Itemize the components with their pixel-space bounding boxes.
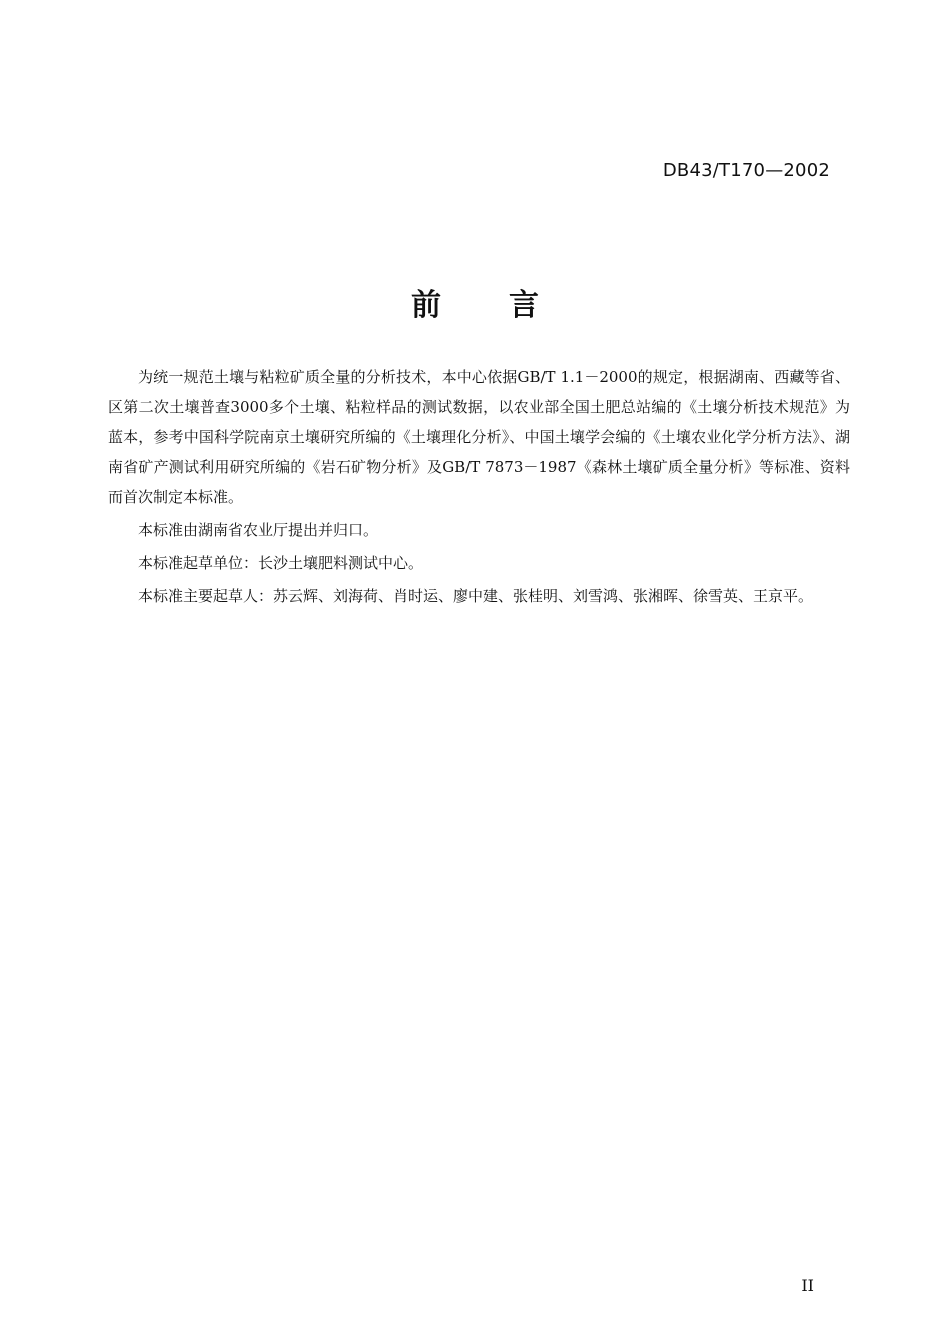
preface-body	[108, 362, 850, 614]
standard-code: DB43/T170—2002	[662, 160, 830, 181]
preface-paragraph-1: 为统一规范土壤与粘粒矿质全量的分析技术，本中心依据GB/T 1.1－2000的规定，根据湖南、西藏等省、区第二次土壤普查3000多个土壤、粘粒样品的测试数据，以农业部全国土肥总站编的《土壤分析技术规范》为蓝本，参考中国科学院南京土壤研究所编的《土壤理化分析》、中国土壤学会编的《土壤农业化学分析方法》、湖南省矿产测试利用研究所编的《岩石矿物分析》及GB/T 7873－1987《森林土壤矿质全量分析》等标准、资料而首次制定本标准。	[108, 368, 850, 506]
preface-paragraph-2: 本标准由湖南省农业厅提出并归口。	[138, 521, 379, 539]
page-title: 前言	[411, 288, 607, 323]
preface-paragraph-4: 本标准主要起草人：苏云辉、刘海荷、肖时运、廖中建、张桂明、刘雪鸿、张湘晖、徐雪英、王京平。	[138, 587, 814, 605]
preface-paragraph-3: 本标准起草单位：长沙土壤肥料测试中心。	[138, 554, 424, 572]
page-number: II	[801, 1276, 814, 1295]
